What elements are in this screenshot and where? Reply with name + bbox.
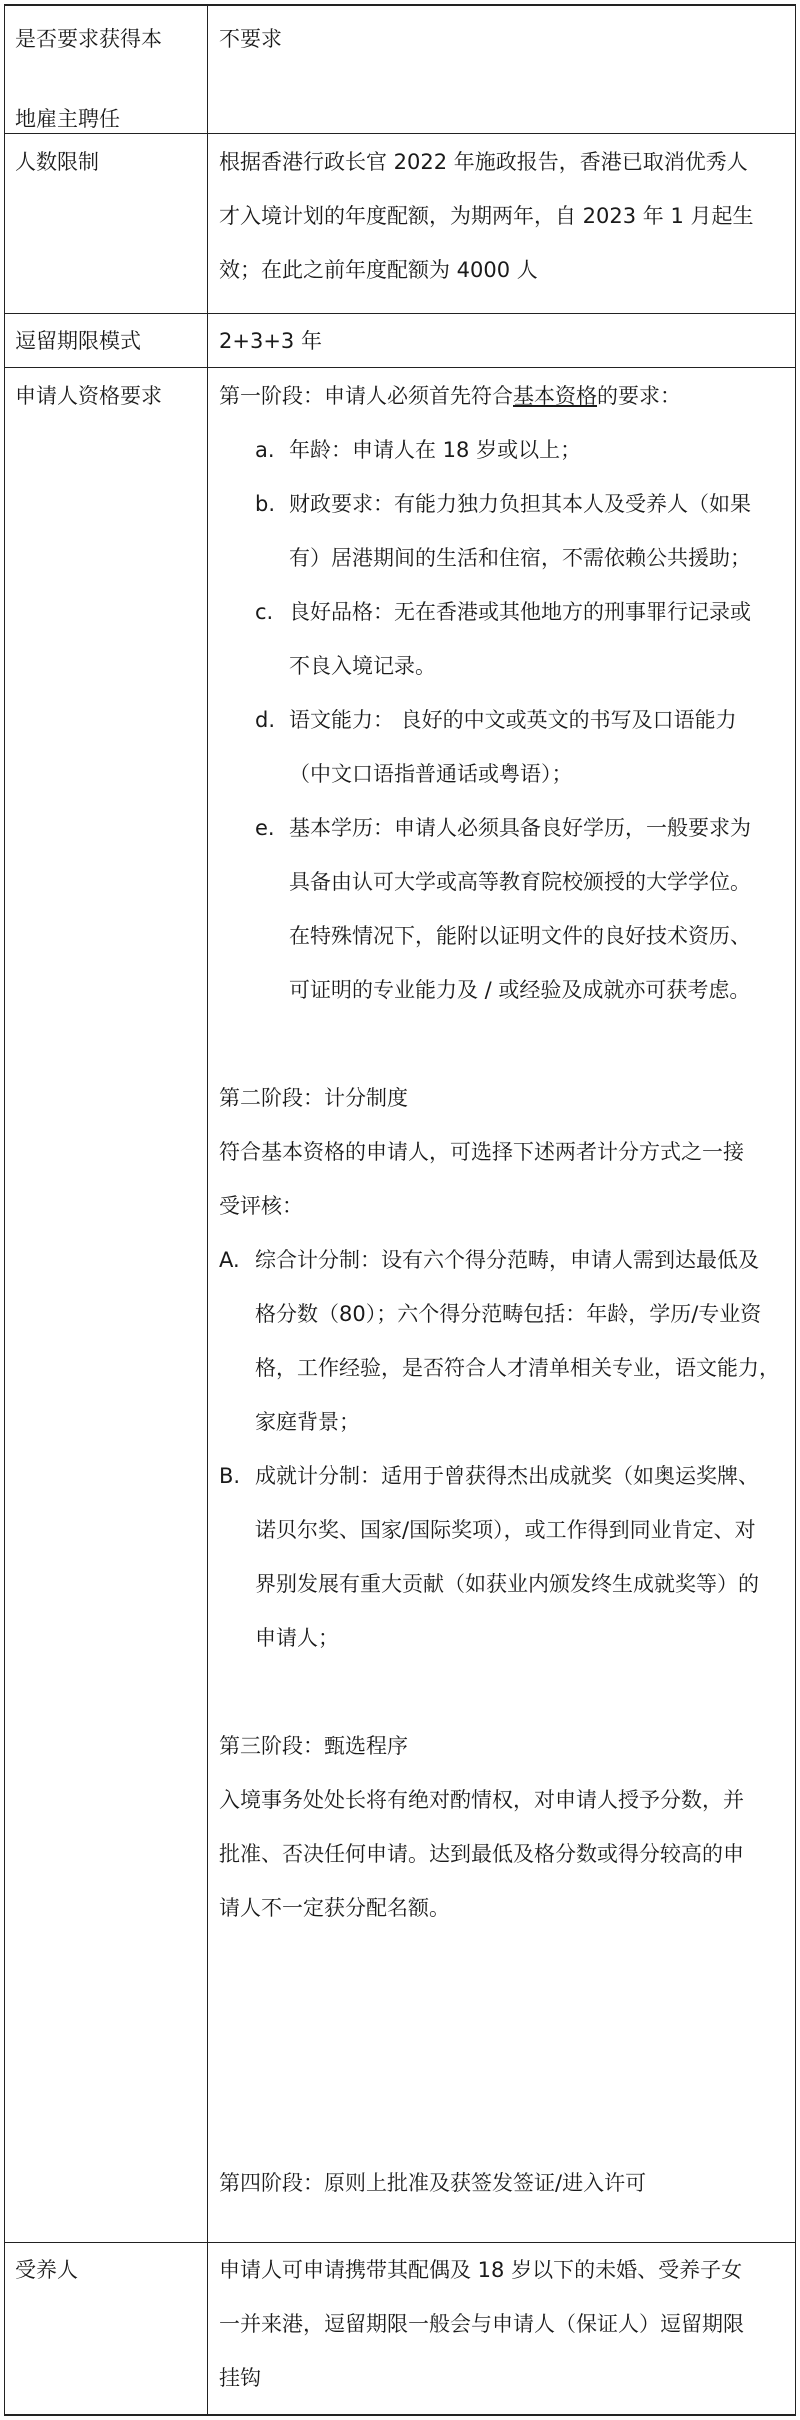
- option-line: 诺贝尔奖、国家/国际奖项），或工作得到同业肯定、对: [255, 1518, 756, 1542]
- item-line: 年龄：申请人在 18 岁或以上；: [289, 438, 582, 462]
- value-line: 一并来港，逗留期限一般会与申请人（保证人）逗留期限: [219, 2312, 744, 2336]
- column-divider: [207, 314, 208, 367]
- item-marker: b.: [255, 492, 276, 516]
- column-divider: [207, 368, 208, 2242]
- item-marker: a.: [255, 438, 275, 462]
- item-marker: d.: [255, 708, 276, 732]
- row-label: [15, 24, 200, 134]
- stage1-heading: [219, 381, 681, 411]
- row-label: 申请人资格要求: [15, 384, 162, 408]
- option-line: 格，工作经验，是否符合人才清单相关专业，语文能力，: [255, 1356, 780, 1380]
- item-line: （中文口语指普通话或粤语）；: [289, 762, 573, 786]
- item-line: 具备由认可大学或高等教育院校颁授的大学学位。: [289, 870, 751, 894]
- row-quota: [5, 134, 795, 314]
- value-line: 挂钩: [219, 2366, 261, 2390]
- item-line: 基本学历：申请人必须具备良好学历，一般要求为: [289, 816, 751, 840]
- item-line: 语文能力： 良好的中文或英文的书写及口语能力: [289, 708, 737, 732]
- row-stay: [5, 314, 795, 368]
- row-requirements: [5, 368, 795, 2243]
- item-line: 可证明的专业能力及 / 或经验及成就亦可获考虑。: [289, 978, 751, 1002]
- stage1-suffix: 的要求：: [597, 384, 681, 408]
- item-line: 良好品格：无在香港或其他地方的刑事罪行记录或: [289, 600, 751, 624]
- value-line: 效；在此之前年度配额为 4000 人: [219, 258, 538, 282]
- option-line: 申请人；: [255, 1626, 339, 1650]
- value-line: 才入境计划的年度配额，为期两年，自 2023 年 1 月起生: [219, 204, 754, 228]
- column-divider: [207, 134, 208, 313]
- option-line: 综合计分制：设有六个得分范畴，申请人需到达最低及: [255, 1248, 759, 1272]
- row-value: 不要求: [219, 27, 282, 51]
- stage3-heading: 第三阶段：甄选程序: [219, 1734, 408, 1758]
- row-employer: [5, 6, 795, 134]
- stage3-line: 请人不一定获分配名额。: [219, 1896, 450, 1920]
- row-label: 受养人: [15, 2258, 78, 2282]
- basic-eligibility-link[interactable]: 基本资格: [513, 384, 597, 408]
- row-value: 2+3+3 年: [219, 329, 322, 353]
- stage3-line: 批准、否决任何申请。达到最低及格分数或得分较高的申: [219, 1842, 744, 1866]
- column-divider: [207, 2243, 208, 2414]
- value-line: 根据香港行政长官 2022 年施政报告，香港已取消优秀人: [219, 150, 748, 174]
- option-marker: B.: [219, 1464, 241, 1488]
- label-line: 是否要求获得本: [15, 27, 162, 51]
- stage2-intro-line: 受评核：: [219, 1194, 303, 1218]
- value-line: 申请人可申请携带其配偶及 18 岁以下的未婚、受养子女: [219, 2258, 743, 2282]
- item-line: 在特殊情况下，能附以证明文件的良好技术资历、: [289, 924, 751, 948]
- label-line: 地雇主聘任: [15, 107, 120, 131]
- item-line: 财政要求：有能力独力负担其本人及受养人（如果: [289, 492, 751, 516]
- stage2-intro-line: 符合基本资格的申请人，可选择下述两者计分方式之一接: [219, 1140, 744, 1164]
- item-line: 有）居港期间的生活和住宿，不需依赖公共援助；: [289, 546, 751, 570]
- item-line: 不良入境记录。: [289, 654, 436, 678]
- info-table: [4, 4, 796, 2416]
- stage2-heading: 第二阶段：计分制度: [219, 1086, 408, 1110]
- option-line: 格分数（80）；六个得分范畴包括：年龄，学历/专业资: [255, 1302, 762, 1326]
- option-line: 界别发展有重大贡献（如获业内颁发终生成就奖等）的: [255, 1572, 759, 1596]
- option-line: 成就计分制：适用于曾获得杰出成就奖（如奥运奖牌、: [255, 1464, 759, 1488]
- option-marker: A.: [219, 1248, 240, 1272]
- option-line: 家庭背景；: [255, 1410, 360, 1434]
- item-marker: e.: [255, 816, 275, 840]
- row-label: 逗留期限模式: [15, 329, 141, 353]
- stage1-prefix: 第一阶段：申请人必须首先符合: [219, 384, 513, 408]
- stage3-line: 入境事务处处长将有绝对酌情权，对申请人授予分数，并: [219, 1788, 744, 1812]
- item-marker: c.: [255, 600, 274, 624]
- row-label: 人数限制: [15, 150, 99, 174]
- row-dependents: [5, 2243, 795, 2414]
- stage4-heading: 第四阶段：原则上批准及获签发签证/进入许可: [219, 2171, 647, 2195]
- column-divider: [207, 6, 208, 133]
